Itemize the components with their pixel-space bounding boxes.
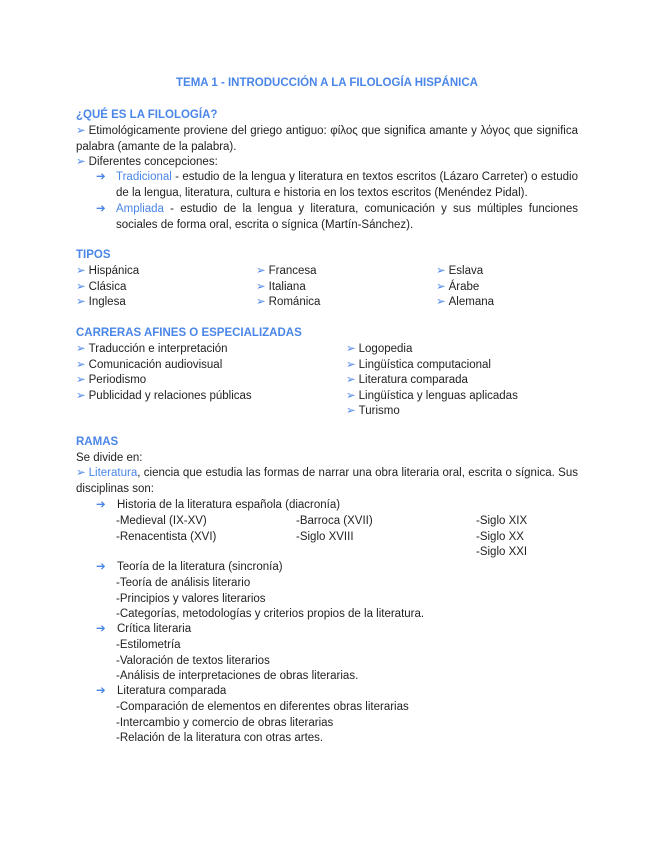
- list-item: ➢ Traducción e interpretación: [76, 343, 228, 355]
- list-item: -Siglo XVIII: [296, 530, 354, 543]
- list-item: ➢ Logopedia: [346, 343, 413, 355]
- list-item: ➢ Inglesa: [76, 296, 126, 308]
- subheading-teoria: ➔ Teoría de la literatura (sincronía): [96, 560, 283, 576]
- tipos-column-2: [256, 264, 320, 311]
- right-arrow-bullet-icon: ➔: [96, 685, 106, 697]
- tipos-column-1: [76, 264, 139, 311]
- triangle-arrow-bullet-icon: ➢: [436, 280, 446, 293]
- list-item: -Renacentista (XVI): [116, 530, 217, 543]
- document-title: TEMA 1 - INTRODUCCIÓN A LA FILOLOGÍA HISPÁNICA: [176, 77, 478, 89]
- historia-column-1: [116, 514, 216, 545]
- carreras-column-1: [76, 342, 252, 404]
- list-item: ➢ Lingüística y lenguas aplicadas: [346, 389, 518, 402]
- list-item: -Análisis de interpretaciones de obras literarias.: [116, 670, 359, 682]
- section-heading-que-es: ¿QUÉ ES LA FILOLOGÍA?: [76, 109, 218, 121]
- right-arrow-bullet-icon: ➔: [96, 561, 106, 573]
- list-item: -Estilometría: [116, 639, 181, 651]
- list-item: ➢ Turismo: [346, 405, 400, 417]
- triangle-arrow-bullet-icon: ➢: [76, 296, 86, 308]
- list-item: -Barroca (XVII): [296, 515, 373, 527]
- triangle-arrow-bullet-icon: ➢: [76, 265, 86, 277]
- list-item: ➢ Hispánica: [76, 265, 140, 277]
- list-item: -Categorías, metodologías y criterios propios de la literatura.: [116, 608, 425, 620]
- paragraph-concepciones: ➢ Diferentes concepciones:: [76, 156, 218, 168]
- section-heading-tipos: TIPOS: [76, 249, 111, 261]
- subheading-critica: ➔ Crítica literaria: [96, 622, 191, 638]
- triangle-arrow-bullet-icon: ➢: [256, 280, 266, 293]
- critica-list: [116, 638, 358, 685]
- triangle-arrow-bullet-icon: ➢: [256, 265, 266, 277]
- item-ampliada: Ampliada - estudio de la lengua y literatura, comunicación y sus múltiples funciones sociales de forma oral, escrita o sígnica (Martín-Sánchez).: [116, 203, 578, 231]
- triangle-arrow-bullet-icon: ➢: [76, 280, 86, 293]
- carreras-column-2: [346, 342, 518, 420]
- tipos-column-3: [436, 264, 494, 311]
- triangle-arrow-bullet-icon: ➢: [76, 374, 86, 386]
- right-arrow-bullet-icon: ➔: [96, 499, 106, 511]
- triangle-arrow-bullet-icon: ➢: [256, 296, 266, 308]
- list-item: ➢ Lingüística computacional: [346, 358, 491, 371]
- triangle-arrow-bullet-icon: ➢: [346, 358, 356, 371]
- section-heading-carreras: CARRERAS AFINES O ESPECIALIZADAS: [76, 327, 302, 339]
- list-item: -Teoría de análisis literario: [116, 577, 251, 589]
- list-item: -Intercambio y comercio de obras literarias: [116, 716, 334, 729]
- list-item: -Medieval (IX-XV): [116, 515, 207, 527]
- list-item: ➢ Románica: [256, 296, 321, 308]
- list-item: ➢ Periodismo: [76, 374, 147, 386]
- list-item: ➢ Eslava: [436, 265, 484, 277]
- historia-column-3: [476, 514, 527, 561]
- teoria-list: [116, 576, 424, 623]
- comparada-list: [116, 700, 409, 747]
- triangle-arrow-bullet-icon: ➢: [346, 389, 356, 402]
- list-item: -Valoración de textos literarios: [116, 654, 270, 667]
- list-item: -Principios y valores literarios: [116, 592, 266, 605]
- right-arrow-bullet-icon: ➔: [96, 623, 106, 635]
- list-item: -Relación de la literatura con otras artes.: [116, 732, 324, 744]
- list-item: ➢ Italiana: [256, 280, 306, 293]
- triangle-arrow-bullet-icon: ➢: [76, 358, 86, 371]
- list-item: ➢ Comunicación audiovisual: [76, 358, 223, 371]
- item-tradicional: Tradicional - estudio de la lengua y literatura en textos escritos (Lázaro Carreter) o estudio de la lengua, literatura, cultura e historia en los textos escritos (Menéndez Pidal).: [116, 171, 578, 199]
- triangle-arrow-bullet-icon: ➢: [76, 467, 86, 479]
- list-item: ➢ Árabe: [436, 280, 480, 293]
- triangle-arrow-bullet-icon: ➢: [436, 265, 446, 277]
- section-heading-ramas: RAMAS: [76, 436, 119, 448]
- triangle-arrow-bullet-icon: ➢: [346, 374, 356, 386]
- ramas-intro: Se divide en:: [76, 452, 143, 464]
- list-item: ➢ Publicidad y relaciones públicas: [76, 389, 252, 402]
- triangle-arrow-bullet-icon: ➢: [76, 343, 86, 355]
- list-item: ➢ Francesa: [256, 265, 317, 277]
- list-item: -Siglo XXI: [476, 546, 528, 558]
- list-item: -Siglo XX: [476, 530, 524, 543]
- triangle-arrow-bullet-icon: ➢: [76, 389, 86, 402]
- right-arrow-bullet-icon: ➔: [96, 203, 106, 215]
- list-item: ➢ Alemana: [436, 296, 495, 308]
- historia-column-2: [296, 514, 373, 545]
- list-item: ➢ Literatura comparada: [346, 374, 468, 386]
- right-arrow-bullet-icon: ➔: [96, 171, 106, 183]
- subheading-historia: ➔ Historia de la literatura española (diacronía): [96, 498, 340, 514]
- triangle-arrow-bullet-icon: ➢: [76, 156, 86, 168]
- list-item: -Comparación de elementos en diferentes obras literarias: [116, 701, 409, 713]
- triangle-arrow-bullet-icon: ➢: [346, 343, 356, 355]
- list-item: -Siglo XIX: [476, 515, 528, 527]
- paragraph-etimologia: ➢ Etimológicamente proviene del griego antiguo: φίλος que significa amante y λόγος que significa palabra (amante de la palabra).: [76, 125, 578, 153]
- triangle-arrow-bullet-icon: ➢: [76, 125, 86, 137]
- triangle-arrow-bullet-icon: ➢: [436, 296, 446, 308]
- subheading-comparada: ➔ Literatura comparada: [96, 684, 226, 700]
- list-item: ➢ Clásica: [76, 280, 127, 293]
- triangle-arrow-bullet-icon: ➢: [346, 405, 356, 417]
- paragraph-literatura: ➢ Literatura, ciencia que estudia las formas de narrar una obra literaria oral, escrita o sígnica. Sus disciplinas son:: [76, 467, 578, 495]
